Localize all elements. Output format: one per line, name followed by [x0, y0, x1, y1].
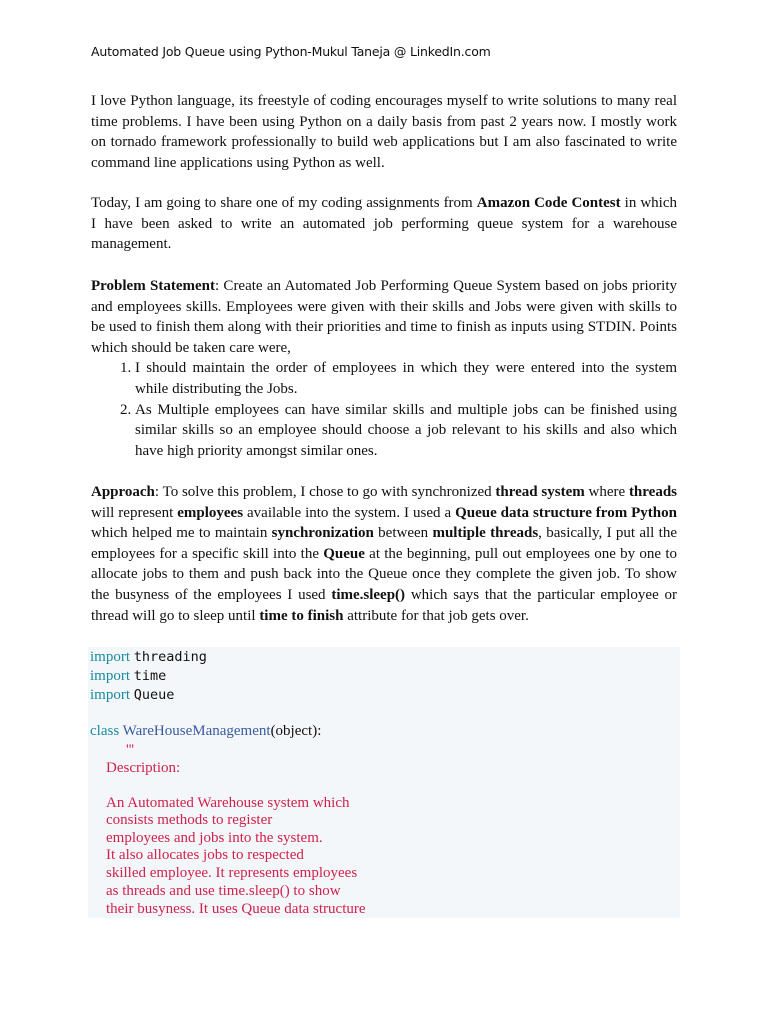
- approach-b8: time.sleep(): [331, 586, 406, 603]
- module-name: Queue: [133, 687, 175, 703]
- today-paragraph: [91, 193, 677, 255]
- today-text-2: in which I have been asked to write an automated job performing queue system for a warehouse management.: [91, 195, 677, 253]
- list-item: 1. I should maintain the order of employees in which they were entered into the system while distributing the Jobs.: [135, 358, 677, 399]
- approach-t7: , basically, I put all the employees for a specific skill into the: [91, 525, 677, 562]
- doc-line: Description:: [106, 760, 181, 776]
- doc-line: as threads and use time.sleep() to show: [106, 883, 341, 899]
- problem-label: Problem Statement: [91, 278, 215, 294]
- import-keyword: import: [90, 649, 130, 665]
- doc-line: An Automated Warehouse system which: [106, 795, 350, 811]
- approach-t10: attribute for that job gets over.: [343, 607, 529, 624]
- class-name: WareHouseManagement: [122, 723, 271, 739]
- approach-text: [91, 482, 677, 626]
- class-args: (object):: [270, 723, 322, 739]
- today-text: [91, 193, 677, 255]
- code-line-import-queue: [90, 685, 174, 705]
- approach-b6: multiple threads: [432, 525, 539, 542]
- import-keyword: import: [90, 668, 130, 684]
- approach-b4: Queue data structure from Python: [455, 504, 677, 521]
- code-line-import-threading: [90, 647, 207, 667]
- problem-body: : Create an Automated Job Performing Queue System based on jobs priority and employees skills. Employees were given with their skills and Jobs were given with skills to be used to finish them along with their priorities and time to finish as inputs using STDIN. Points which should be taken care were,: [91, 278, 677, 356]
- approach-t5: which helped me to maintain: [91, 525, 272, 542]
- problem-statement: [91, 276, 677, 461]
- module-name: threading: [133, 649, 207, 665]
- import-keyword: import: [90, 687, 130, 703]
- approach-b1: thread system: [495, 484, 585, 500]
- code-line-class-def: [90, 721, 321, 741]
- code-line-import-time: [90, 666, 166, 686]
- approach-t4: available into the system. I used a: [243, 504, 456, 521]
- approach-b9: time to finish: [259, 607, 344, 624]
- approach-b3: employees: [177, 504, 244, 521]
- doc-line: skilled employee. It represents employees: [106, 865, 358, 881]
- doc-line: It also allocates jobs to respected: [106, 847, 304, 863]
- doc-line: consists methods to register: [106, 812, 273, 828]
- today-text-1: Today, I am going to share one of my coding assignments from: [91, 195, 477, 211]
- approach-t9: which says that the particular employee or thread will go to sleep until: [91, 586, 677, 624]
- approach-t3: will represent: [91, 504, 178, 521]
- amazon-contest-bold: Amazon Code Contest: [476, 195, 621, 211]
- approach-t8: at the beginning, pull out employees one by one to allocate jobs to them and push back into the Queue once they complete the given job. To show the busyness of the employees I used: [91, 545, 677, 603]
- approach-t2: where: [584, 484, 629, 500]
- module-name: time: [133, 668, 167, 684]
- approach-t6: between: [373, 525, 433, 542]
- list-item: 2. As Multiple employees can have similar skills and multiple jobs can be finished using similar skills so an employee should choose a job relevant to his skills and also which have high priority amongst similar ones.: [135, 400, 677, 462]
- approach-paragraph: [91, 482, 677, 626]
- approach-b7: Queue: [323, 545, 365, 562]
- page-header: Automated Job Queue using Python-Mukul Taneja @ LinkedIn.com: [91, 44, 491, 59]
- approach-b2: threads: [628, 484, 677, 500]
- problem-text: [91, 276, 677, 358]
- approach-t1: : To solve this problem, I chose to go with synchronized: [154, 484, 496, 500]
- problem-points-list: [91, 358, 677, 461]
- doc-line: employees and jobs into the system.: [106, 830, 323, 846]
- approach-label: Approach: [91, 484, 155, 500]
- intro-text: I love Python language, its freestyle of coding encourages myself to write solutions to many real time problems. I have been using Python on a daily basis from past 2 years now. I mostly work on tornado framework professionally to build web applications but I am also fascinated to write command line applications using Python as well.: [91, 93, 677, 171]
- approach-b5: synchronization: [271, 525, 374, 542]
- doc-line: their busyness. It uses Queue data structure: [106, 901, 366, 917]
- intro-paragraph: [91, 91, 677, 173]
- docstring-open: ''': [126, 742, 135, 758]
- class-keyword: class: [90, 723, 120, 739]
- code-block: [88, 647, 680, 918]
